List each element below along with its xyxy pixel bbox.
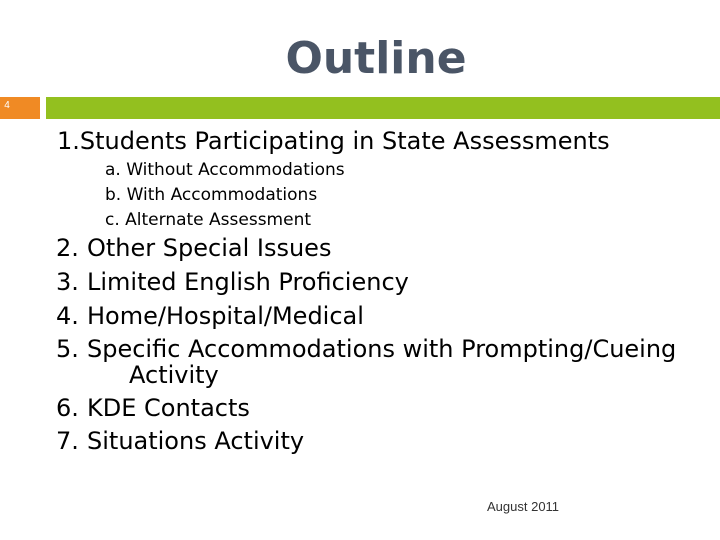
slide-number: 4 [4, 100, 10, 111]
outline-sub-item-a: a. Without Accommodations [105, 160, 345, 180]
outline-item-7 [56, 427, 304, 455]
outline-item-text: Limited English Proficiency [87, 268, 409, 296]
outline-item-6 [56, 394, 250, 422]
footer-date: August 2011 [487, 499, 560, 514]
outline-item-5-continuation: Activity [129, 361, 219, 389]
outline-item-2 [56, 234, 331, 262]
outline-item-1: 1.Students Participating in State Assessments [57, 127, 610, 155]
outline-item-number: 6. [56, 394, 79, 422]
outline-item-text: Situations Activity [87, 427, 305, 455]
slide-title: Outline [285, 33, 467, 84]
outline-item-4 [56, 302, 364, 330]
outline-item-text: Specific Accommodations with Prompting/Cueing [87, 335, 677, 363]
outline-sub-item-c: c. Alternate Assessment [105, 210, 312, 230]
outline-item-number: 2. [56, 234, 79, 262]
outline-sub-item-b: b. With Accommodations [105, 185, 318, 205]
outline-item-number: 3. [56, 268, 79, 296]
outline-item-number: 4. [56, 302, 79, 330]
outline-item-text: KDE Contacts [87, 394, 250, 422]
outline-item-text: Other Special Issues [87, 234, 332, 262]
outline-item-number: 5. [56, 335, 79, 363]
outline-item-text: Home/Hospital/Medical [87, 302, 364, 330]
outline-item-3 [56, 268, 409, 296]
outline-item-5 [56, 335, 676, 363]
header-accent-bar [46, 97, 720, 119]
outline-item-number: 7. [56, 427, 79, 455]
